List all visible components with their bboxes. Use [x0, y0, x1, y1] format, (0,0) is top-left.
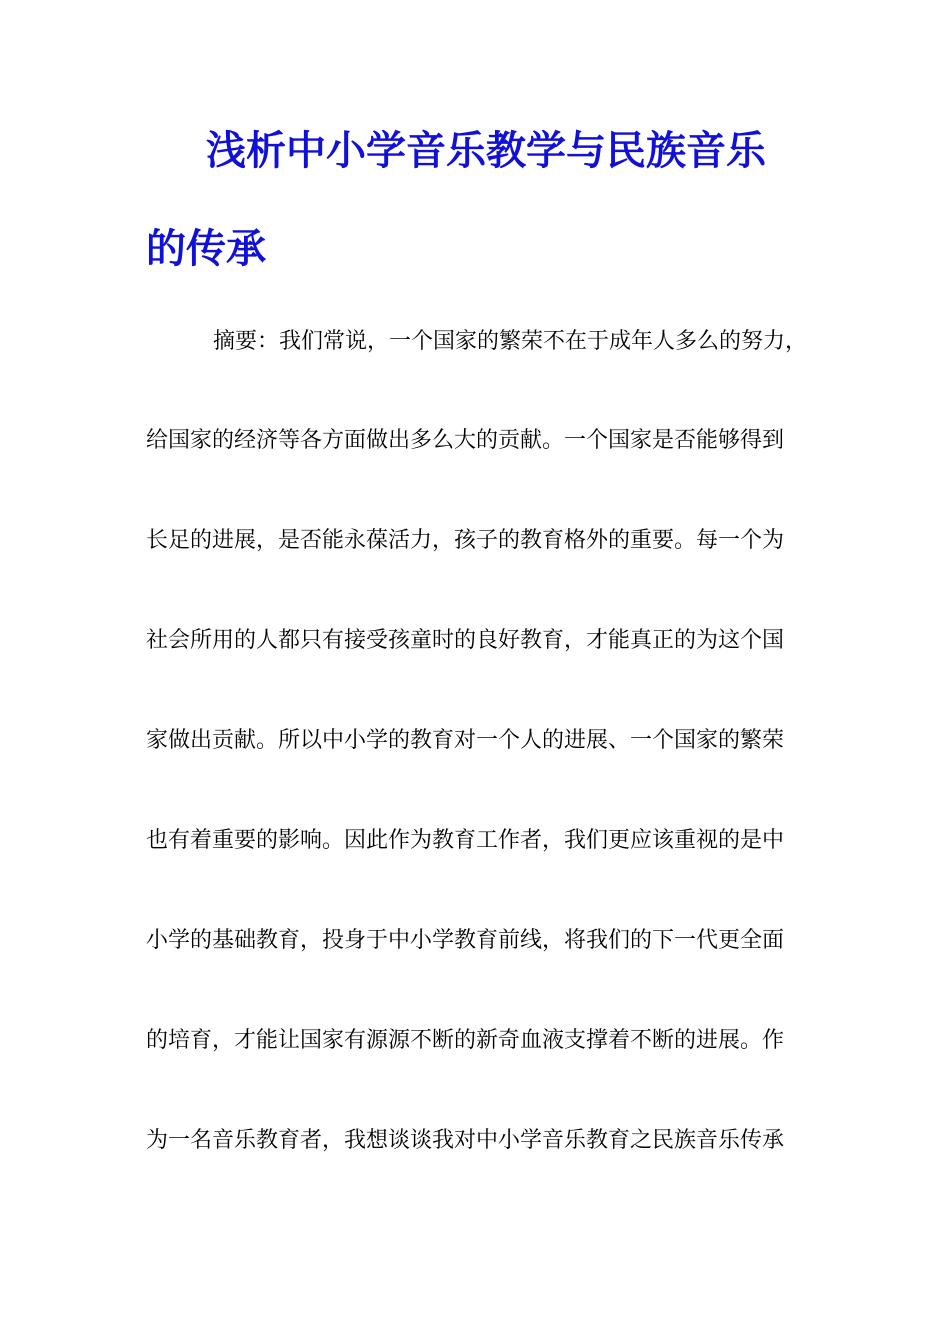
document-title-line-2: 的传承 [146, 225, 266, 272]
document-title-line-1: 浅析中小学音乐教学与民族音乐 [206, 127, 766, 174]
abstract-line-5: 家做出贡献。所以中小学的教育对一个人的进展、一个国家的繁荣 [146, 728, 785, 753]
abstract-line-4: 社会所用的人都只有接受孩童时的良好教育，才能真正的为这个国 [146, 628, 785, 653]
abstract-line-3: 长足的进展，是否能永葆活力，孩子的教育格外的重要。每一个为 [146, 528, 785, 553]
abstract-line-7: 小学的基础教育，投身于中小学教育前线，将我们的下一代更全面 [146, 928, 785, 953]
abstract-line-9: 为一名音乐教育者，我想谈谈我对中小学音乐教育之民族音乐传承 [146, 1128, 785, 1153]
abstract-line-6: 也有着重要的影响。因此作为教育工作者，我们更应该重视的是中 [146, 828, 785, 853]
abstract-line-1: 摘要：我们常说，一个国家的繁荣不在于成年人多么的努力， [213, 329, 808, 354]
abstract-line-8: 的培育，才能让国家有源源不断的新奇血液支撑着不断的进展。作 [146, 1028, 785, 1053]
abstract-line-2: 给国家的经济等各方面做出多么大的贡献。一个国家是否能够得到 [146, 428, 785, 453]
